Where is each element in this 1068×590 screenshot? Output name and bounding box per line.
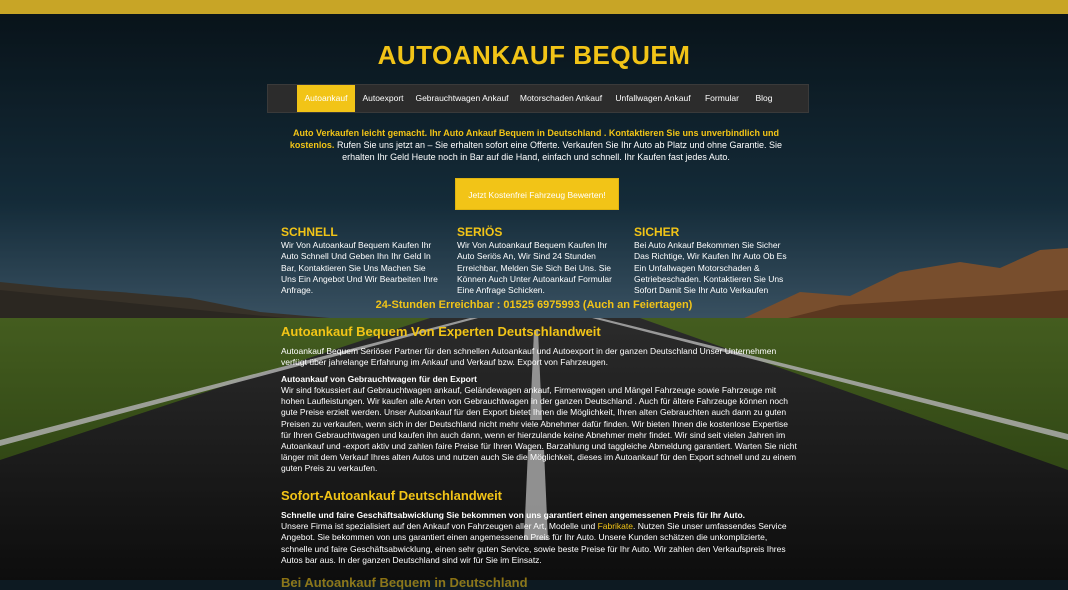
- intro-highlight: Auto Verkaufen leicht gemacht. Ihr Auto Ankauf Bequem in Deutschland . Kontaktieren Sie uns unverbindlich und kostenlos.: [289, 128, 779, 150]
- feature-text: Wir Von Autoankauf Bequem Kaufen Ihr Auto Seriös An, Wir Sind 24 Stunden Erreichbar, Melden Sie Sich Bei Uns. Sie Können Auch Unter Autoankauf Formular Eine Anfrage Schicken.: [457, 240, 612, 296]
- section2-body: [281, 510, 797, 566]
- nav-item-gebrauchtwagen-ankauf[interactable]: Gebrauchtwagen Ankauf: [415, 93, 509, 103]
- feature-text: Wir Von Autoankauf Bequem Kaufen Ihr Auto Schnell Und Geben Ihn Ihr Geld In Bar, Kontaktieren Sie Uns Machen Sie Uns Ein Angebot Und Wir Bearbeiten Ihre Anfrage.: [281, 240, 438, 296]
- section1-subheading: Autoankauf von Gebrauchtwagen für den Export: [281, 374, 477, 384]
- nav-item-autoankauf[interactable]: Autoankauf: [297, 85, 355, 112]
- intro-text: [283, 127, 789, 163]
- feature-schnell: [281, 225, 443, 296]
- main-navigation: [267, 84, 809, 113]
- phone-availability[interactable]: 24-Stunden Erreichbar : 01525 6975993 (Auch an Feiertagen): [375, 299, 693, 311]
- feature-serioes: [457, 225, 619, 296]
- nav-item-formular[interactable]: Formular: [704, 93, 739, 103]
- section2-bold-lead: Schnelle und faire Geschäftsabwicklung Sie bekommen von uns garantiert einen angemessenen Preis für Ihr Auto.: [281, 510, 746, 520]
- nav-item-blog[interactable]: Blog: [755, 93, 773, 103]
- site-title[interactable]: AUTOANKAUF BEQUEM: [377, 40, 691, 70]
- fabrikate-link[interactable]: Fabrikate: [597, 521, 633, 532]
- feature-sicher: [634, 225, 796, 296]
- feature-title: SICHER: [634, 225, 680, 239]
- nav-item-motorschaden-ankauf[interactable]: Motorschaden Ankauf: [519, 93, 603, 103]
- feature-title: SCHNELL: [281, 225, 338, 239]
- section2-text-after: . Nutzen Sie unser umfassendes Service Angebot. Sie bekommen von uns garantiert einen angemessenen Preis für Ihr Auto. Unsere Kunden schätzen die unkomplizierte, schnelle und faire Geschäftsabwicklung, einen sehr guten Service, sowie beste Preise für Ihr Auto. Wir zahlen den Verkaufspreis Ihres Autos bar aus. In der ganzen Deutschland sind wir für Sie im Einsatz.: [281, 521, 787, 565]
- section2-text-before: Unsere Firma ist spezialisiert auf den Ankauf von Fahrzeugen aller Art, Modelle und: [281, 521, 598, 532]
- section-title-sofort: Sofort-Autoankauf Deutschlandweit: [281, 488, 503, 503]
- section-title-experten: Autoankauf Bequem Von Experten Deutschlandweit: [281, 324, 601, 339]
- feature-title: SERIÖS: [457, 225, 503, 239]
- section-title-partial: Bei Autoankauf Bequem in Deutschland: [281, 575, 528, 590]
- nav-item-unfallwagen-ankauf[interactable]: Unfallwagen Ankauf: [615, 93, 691, 103]
- nav-item-autoexport[interactable]: Autoexport: [362, 93, 404, 103]
- section1-intro: Autoankauf Bequem Seriöser Partner für den schnellen Autoankauf und Autoexport in der ganzen Deutschland Unser Unternehmen verfügt über jahrelange Erfahrung im Ankauf und Verkauf bzw. Export von Fahrzeugen.: [281, 346, 777, 368]
- intro-body: Rufen Sie uns jetzt an – Sie erhalten sofort eine Offerte. Verkaufen Sie Ihr Auto ab Platz und ohne Garantie. Sie erhalten Ihr Geld Heute noch in Bar auf die Hand, einfach und schnell. Ihr Kaufen fast jedes Auto.: [334, 140, 783, 162]
- evaluate-vehicle-button[interactable]: Jetzt Kostenfrei Fahrzeug Bewerten!: [455, 178, 619, 210]
- feature-text: Bei Auto Ankauf Bekommen Sie Sicher Das Richtige, Wir Kaufen Ihr Auto Ob Es Ein Unfallwagen Motorschaden & Getriebeschaden. Kontaktieren Sie Uns Sofort Damit Sie Ihr Auto Verkaufen: [634, 240, 787, 296]
- section1-body: Wir sind fokussiert auf Gebrauchtwagen ankauf, Geländewagen ankauf, Firmenwagen und Mängel Fahrzeuge sowie Fahrzeuge mit hohen Laufleistungen. Wir kaufen alle Arten von Gebrauchtwagen in der ganzen Deutschland . Auch für ältere Fahrzeuge können noch gute Preise erzielt werden. Unser Autoankauf für den Export bietet Ihnen die Möglichkeit, Ihren alten Gebrauchten auch dann zu guten Preisen zu verkaufen, wenn sich in der Deutschland nicht mehr viele Abnehmer dafür finden. Wir bieten Ihnen die kostenlose Expertise für Ihren Gebrauchtwagen und kaufen ihn auch dann, wenn er hierzulande keine Abnehmer mehr findet. Wir sind seit vielen Jahren im Autoankauf und -export aktiv und zahlen faire Preise für Ihren Wagen. Barzahlung und taggleiche Abmeldung garantiert. Warten Sie nicht länger mit dem Verkauf Ihres alten Autos und nutzen auch Sie die Möglichkeit, dieses im Autoankauf für den Export schnell und zu einem guten Preis zu verkaufen.: [281, 385, 797, 474]
